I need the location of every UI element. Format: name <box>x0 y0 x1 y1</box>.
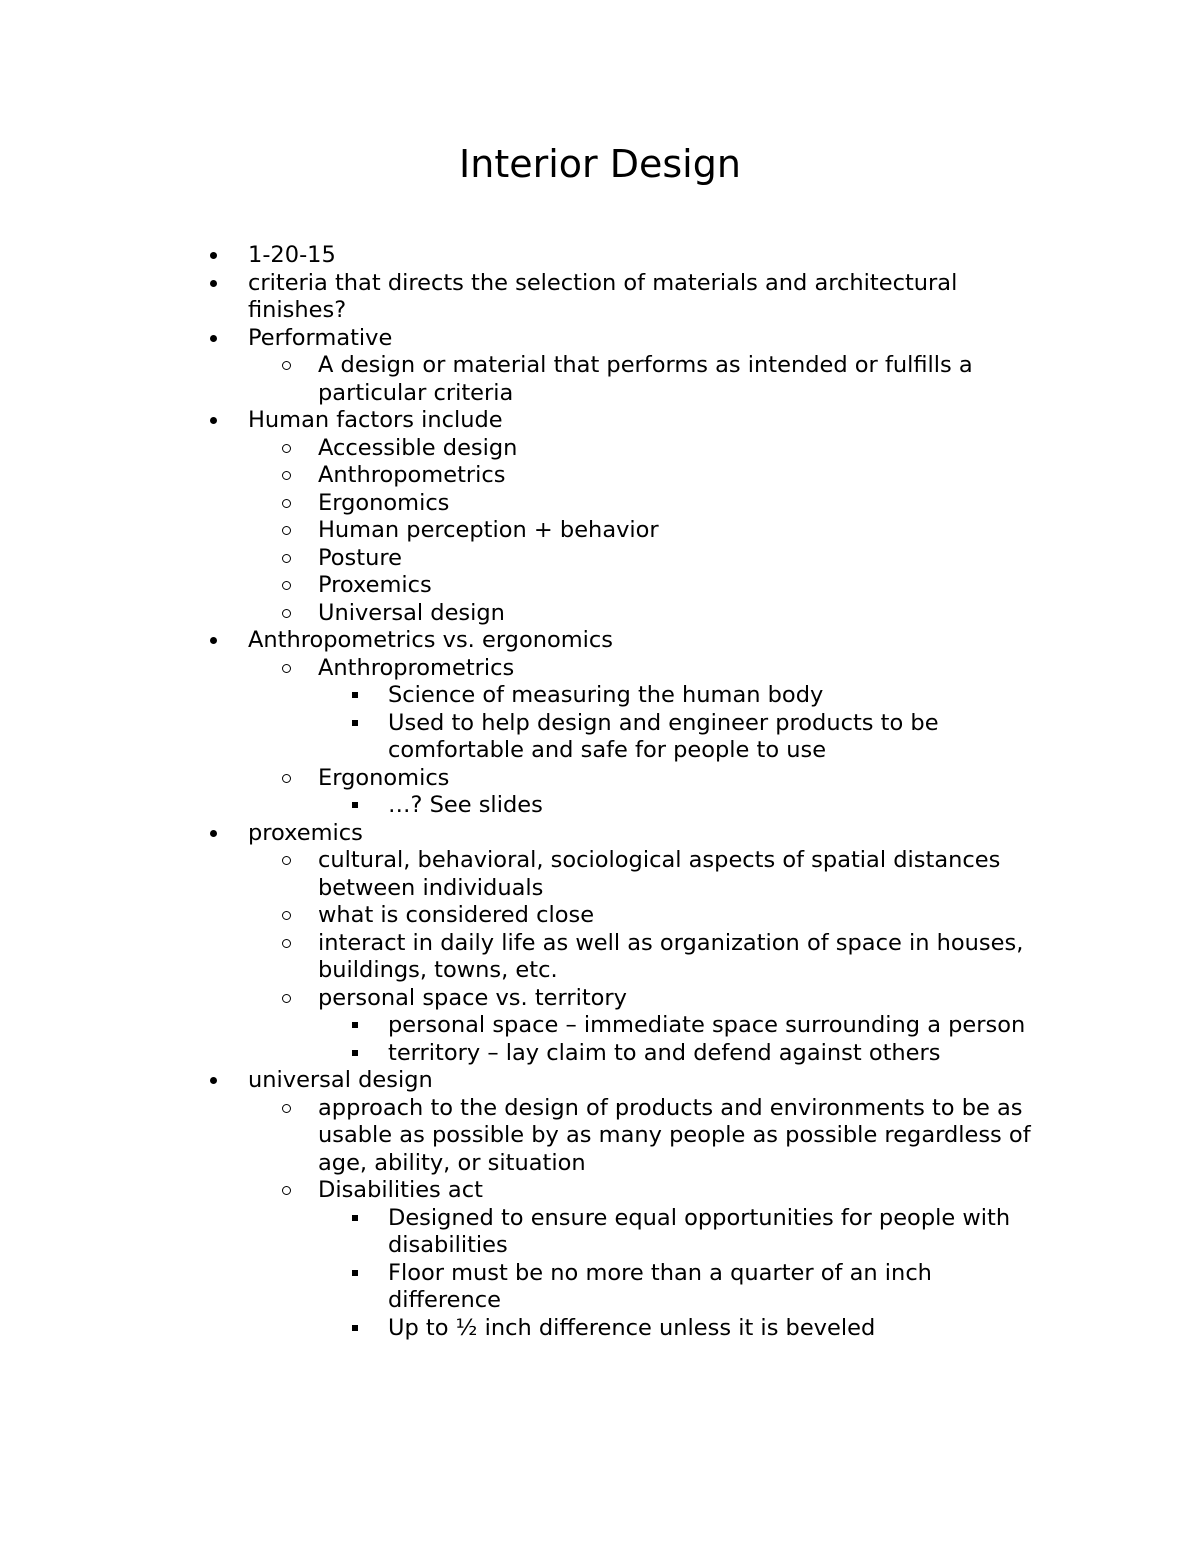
bullet-square-icon <box>352 1012 358 1040</box>
list-item-text: Ergonomics <box>318 764 450 791</box>
list-item <box>205 1177 1035 1205</box>
bullet-outline <box>205 242 1035 1342</box>
list-item-text: approach to the design of products and environments to be as usable as possible by as many people as possible regardless of age, ability, or situation <box>318 1094 1031 1176</box>
list-item-text: …? See slides <box>388 792 543 818</box>
bullet-circle-icon <box>282 765 291 793</box>
list-item-text: personal space vs. territory <box>318 984 627 1011</box>
bullet-square-icon <box>352 1315 358 1343</box>
list-item-text: Anthropometrics <box>318 462 506 488</box>
bullet-circle-icon <box>282 517 291 545</box>
list-item <box>205 765 1035 793</box>
list-item-text: Performative <box>248 324 393 351</box>
list-item <box>205 1012 1035 1040</box>
bullet-circle-icon <box>282 572 291 600</box>
bullet-circle-icon <box>282 902 291 930</box>
list-item <box>205 490 1035 518</box>
bullet-circle-icon <box>282 545 291 573</box>
list-item <box>205 545 1035 573</box>
list-item <box>205 820 1035 848</box>
list-item-text: Used to help design and engineer products to be comfortable and safe for people to use <box>388 709 939 763</box>
list-item-text: Proxemics <box>318 572 432 598</box>
list-item <box>205 710 1035 765</box>
bullet-circle-icon <box>282 655 291 683</box>
list-item <box>205 1095 1035 1178</box>
list-item-text: Human perception + behavior <box>318 517 659 543</box>
list-item-text: 1-20-15 <box>248 242 336 268</box>
bullet-dot-icon <box>210 407 217 435</box>
list-item <box>205 655 1035 683</box>
bullet-circle-icon <box>282 490 291 518</box>
bullet-circle-icon <box>282 1095 291 1123</box>
bullet-square-icon <box>352 1040 358 1068</box>
list-item <box>205 242 1035 270</box>
list-item <box>205 1040 1035 1068</box>
bullet-square-icon <box>352 792 358 820</box>
list-item <box>205 270 1035 325</box>
list-item-text: Anthropometrics vs. ergonomics <box>248 627 614 653</box>
list-item-text: personal space – immediate space surrounding a person <box>388 1012 1026 1038</box>
list-item-text: Anthroprometrics <box>318 654 515 681</box>
list-item <box>205 985 1035 1013</box>
list-item <box>205 1315 1035 1343</box>
bullet-dot-icon <box>210 270 217 298</box>
list-item-text: Up to ½ inch difference unless it is beveled <box>388 1314 876 1341</box>
list-item-text: A design or material that performs as intended or fulfills a particular criteria <box>318 352 973 406</box>
list-item <box>205 792 1035 820</box>
list-item <box>205 352 1035 407</box>
list-item-text: cultural, behavioral, sociological aspects of spatial distances between individuals <box>318 847 1001 901</box>
list-item <box>205 1260 1035 1315</box>
bullet-circle-icon <box>282 1177 291 1205</box>
bullet-dot-icon <box>210 820 217 848</box>
list-item-text: Universal design <box>318 599 505 626</box>
list-item <box>205 682 1035 710</box>
list-item-text: Human factors include <box>248 407 503 433</box>
list-item-text: what is considered close <box>318 902 595 928</box>
list-item <box>205 462 1035 490</box>
list-item <box>205 930 1035 985</box>
bullet-circle-icon <box>282 930 291 958</box>
list-item-text: Designed to ensure equal opportunities for people with disabilities <box>388 1204 1011 1258</box>
bullet-dot-icon <box>210 1067 217 1095</box>
bullet-square-icon <box>352 710 358 738</box>
list-item <box>205 902 1035 930</box>
list-item <box>205 1205 1035 1260</box>
bullet-square-icon <box>352 1205 358 1233</box>
bullet-circle-icon <box>282 352 291 380</box>
bullet-circle-icon <box>282 985 291 1013</box>
bullet-dot-icon <box>210 627 217 655</box>
bullet-square-icon <box>352 682 358 710</box>
list-item <box>205 517 1035 545</box>
bullet-dot-icon <box>210 242 217 270</box>
bullet-dot-icon <box>210 325 217 353</box>
list-item <box>205 325 1035 353</box>
bullet-circle-icon <box>282 462 291 490</box>
list-item-text: Ergonomics <box>318 489 450 516</box>
list-item <box>205 847 1035 902</box>
bullet-circle-icon <box>282 600 291 628</box>
list-item-text: proxemics <box>248 819 363 846</box>
list-item-text: Accessible design <box>318 434 518 461</box>
list-item-text: Disabilities act <box>318 1177 483 1203</box>
list-item <box>205 627 1035 655</box>
list-item <box>205 572 1035 600</box>
list-item <box>205 1067 1035 1095</box>
bullet-square-icon <box>352 1260 358 1288</box>
list-item <box>205 435 1035 463</box>
list-item-text: interact in daily life as well as organization of space in houses, buildings, towns, etc. <box>318 929 1024 983</box>
list-item-text: Posture <box>318 544 402 571</box>
bullet-circle-icon <box>282 435 291 463</box>
bullet-circle-icon <box>282 847 291 875</box>
list-item <box>205 407 1035 435</box>
list-item-text: Science of measuring the human body <box>388 682 824 708</box>
list-item <box>205 600 1035 628</box>
list-item-text: criteria that directs the selection of materials and architectural finishes? <box>248 269 958 323</box>
list-item-text: territory – lay claim to and defend against others <box>388 1039 941 1066</box>
list-item-text: Floor must be no more than a quarter of an inch difference <box>388 1259 932 1313</box>
page-title: Interior Design <box>459 142 741 186</box>
list-item-text: universal design <box>248 1067 433 1093</box>
